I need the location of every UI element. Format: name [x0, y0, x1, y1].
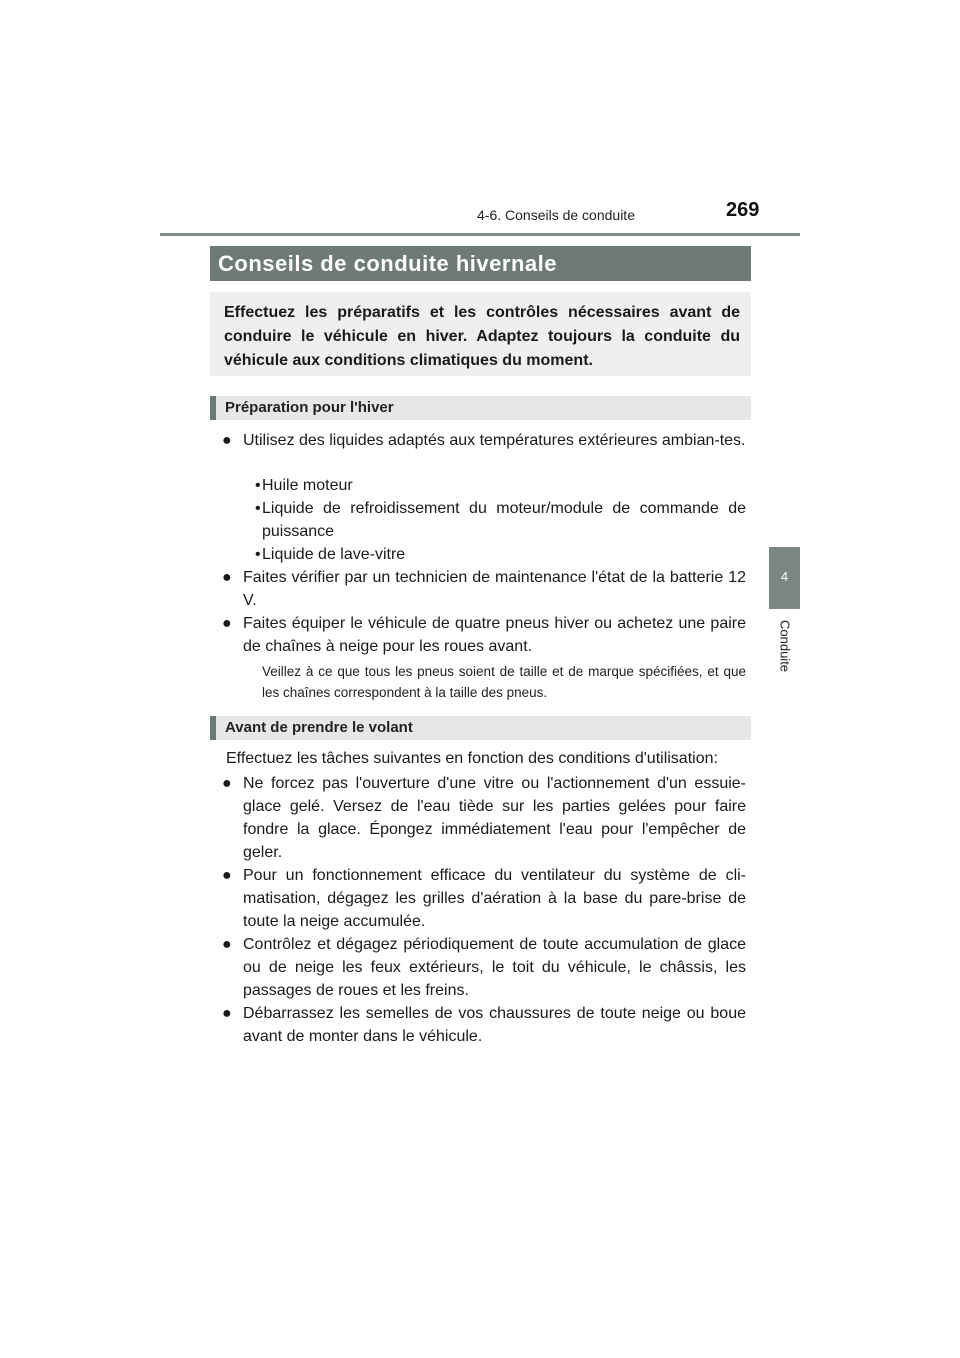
- intro-box: [210, 292, 751, 376]
- heading-bar: [210, 716, 216, 740]
- note-text: Veillez à ce que tous les pneus soient de taille et de marque spécifiées, et que les chaînes correspondent à la taille des pneus.: [262, 664, 746, 700]
- list-item: Ne forcez pas l'ouverture d'une vitre ou l'actionnement d'un essuie-glace gelé. Versez de l'eau tiède sur les parties gelées pour faire fondre la glace. Épongez immédiatement l'eau pour l'empêcher de geler.: [243, 775, 746, 861]
- list-item: Débarrassez les semelles de vos chaussures de toute neige ou boue avant de monter dans le véhicule.: [243, 1005, 746, 1045]
- bullet-icon: ●: [222, 775, 232, 792]
- dot-icon: •: [255, 500, 261, 517]
- running-header-section: 4-6. Conseils de conduite: [477, 207, 635, 223]
- bullet-icon: ●: [222, 936, 232, 953]
- dot-icon: •: [255, 477, 261, 494]
- header-rule: [160, 233, 800, 236]
- list-item: Pour un fonctionnement efficace du ventilateur du système de cli-matisation, dégagez les grilles d'aération à la base du pare-brise de toute la neige accumulée.: [243, 867, 746, 930]
- section-heading-text: Avant de prendre le volant: [225, 719, 413, 736]
- intro-text: Effectuez les préparatifs et les contrôles nécessaires avant de conduire le véhicule en hiver. Adaptez toujours la conduite du véhicule aux conditions climatiques du moment.: [224, 304, 740, 369]
- bullet-icon: ●: [222, 569, 232, 586]
- page-title-bar: [210, 246, 751, 281]
- page-number: 269: [726, 199, 760, 221]
- section-heading-before-driving: [210, 716, 751, 740]
- section-heading-winter-prep: [210, 396, 751, 420]
- bullet-icon: ●: [222, 615, 232, 632]
- list-item: Utilisez des liquides adaptés aux températures extérieures ambian-tes.: [243, 432, 746, 449]
- sub-list-item: Liquide de refroidissement du moteur/module de commande de puissance: [262, 500, 746, 540]
- bullet-icon: ●: [222, 1005, 232, 1022]
- page-title: Conseils de conduite hivernale: [218, 251, 557, 276]
- section-heading-text: Préparation pour l'hiver: [225, 399, 394, 416]
- dot-icon: •: [255, 546, 261, 563]
- heading-bar: [210, 396, 216, 420]
- lead-text: Effectuez les tâches suivantes en fonction des conditions d'utilisation:: [226, 750, 718, 767]
- bullet-icon: ●: [222, 867, 232, 884]
- chapter-number: 4: [780, 569, 789, 584]
- list-item: Faites vérifier par un technicien de maintenance l'état de la batterie 12 V.: [243, 569, 746, 609]
- bullet-icon: ●: [222, 432, 232, 449]
- chapter-label: Conduite: [777, 620, 793, 673]
- sub-list-item: Huile moteur: [262, 477, 353, 494]
- chapter-label-wrap: [774, 620, 796, 680]
- list-item: Faites équiper le véhicule de quatre pneus hiver ou achetez une paire de chaînes à neige pour les roues avant.: [243, 615, 746, 655]
- list-item: Contrôlez et dégagez périodiquement de toute accumulation de glace ou de neige les feux extérieurs, le toit du véhicule, le châssis, les passages de roues et les freins.: [243, 936, 746, 999]
- sub-list-item: Liquide de lave-vitre: [262, 546, 406, 563]
